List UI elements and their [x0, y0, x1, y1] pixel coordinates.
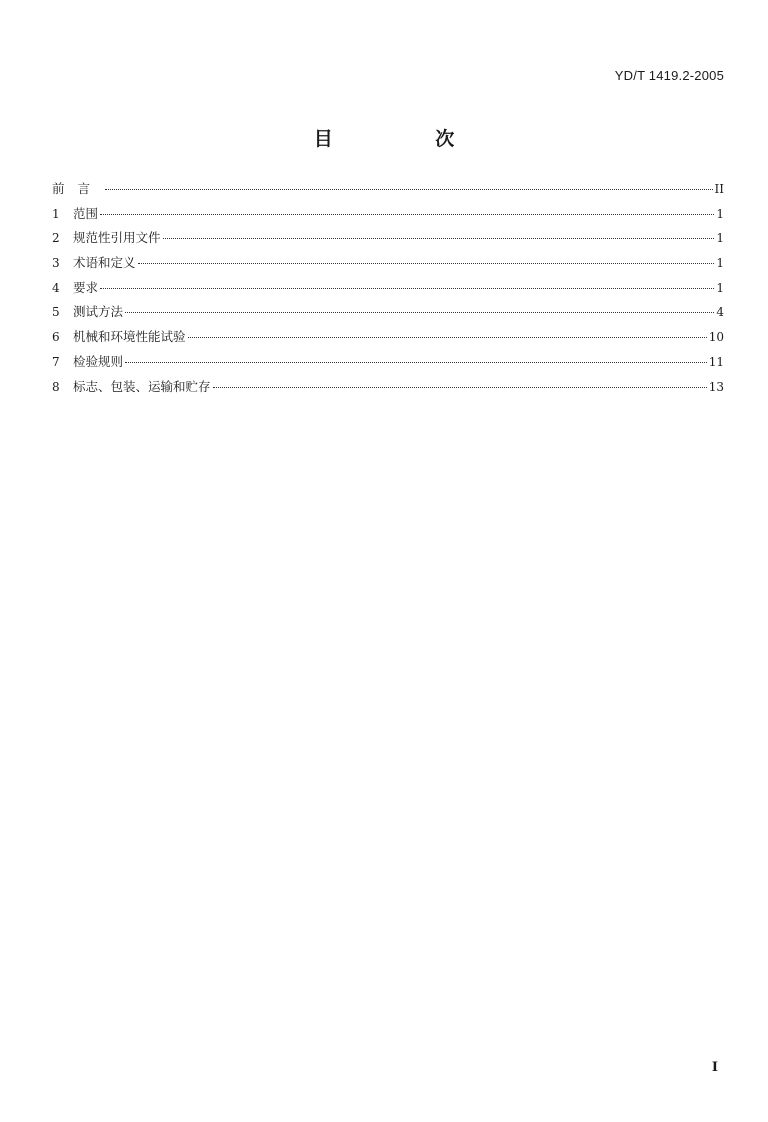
toc-entry-test-methods[interactable]: [52, 304, 724, 329]
toc-entry-label: 规范性引用文件: [73, 230, 161, 246]
toc-entry-label: 范围: [73, 205, 99, 221]
toc-entry-page: 4: [716, 305, 724, 320]
toc-dot-leader: [105, 189, 713, 190]
toc-dot-leader: [213, 387, 707, 388]
toc-dot-leader: [188, 337, 707, 338]
toc-dot-leader: [100, 288, 714, 289]
toc-dot-leader: [125, 362, 707, 363]
toc-entry-label: 前言: [52, 181, 104, 196]
toc-entry-page: 11: [708, 354, 724, 369]
toc-entry-page: 10: [708, 330, 724, 345]
toc-entry-number: 4: [52, 280, 60, 295]
toc-entry-page: 1: [716, 256, 724, 271]
toc-entry-page: 13: [708, 379, 724, 394]
toc-entry-page: 1: [716, 280, 724, 295]
toc-entry-label: 测试方法: [73, 304, 124, 320]
toc-entry-requirements[interactable]: [52, 280, 724, 305]
toc-entry-page: II: [714, 182, 724, 196]
toc-entry-number: 5: [52, 305, 60, 320]
toc-dot-leader: [138, 263, 715, 264]
toc-entry-preface[interactable]: [52, 181, 724, 206]
toc-entry-number: 3: [52, 256, 60, 271]
toc-entry-normative-references[interactable]: [52, 230, 724, 255]
toc-entry-scope[interactable]: [52, 206, 724, 231]
toc-dot-leader: [125, 312, 714, 313]
toc-entry-label: 标志、包装、运输和贮存: [73, 378, 211, 394]
toc-entry-mechanical-environmental[interactable]: [52, 329, 724, 354]
toc-dot-leader: [163, 238, 715, 239]
toc-entry-number: 8: [52, 379, 60, 394]
page-number: I: [711, 1060, 718, 1075]
toc-entry-label: 检验规则: [73, 353, 124, 369]
toc-entry-page: 1: [716, 206, 724, 221]
toc-entry-number: 7: [52, 354, 60, 369]
table-of-contents: [52, 181, 724, 403]
toc-entry-marking-packaging[interactable]: [52, 379, 724, 404]
toc-entry-page: 1: [716, 231, 724, 246]
toc-entry-label: 术语和定义: [73, 255, 136, 271]
toc-entry-number: 2: [52, 231, 60, 246]
toc-entry-label: 机械和环境性能试验: [73, 329, 186, 345]
toc-dot-leader: [100, 214, 714, 215]
toc-entry-label: 要求: [73, 279, 99, 295]
toc-title: 目 次: [313, 128, 503, 150]
toc-entry-inspection-rules[interactable]: [52, 354, 724, 379]
toc-entry-number: 6: [52, 330, 60, 345]
toc-entry-terms-definitions[interactable]: [52, 255, 724, 280]
document-code: YD/T 1419.2-2005: [614, 68, 724, 83]
toc-entry-number: 1: [52, 206, 60, 221]
